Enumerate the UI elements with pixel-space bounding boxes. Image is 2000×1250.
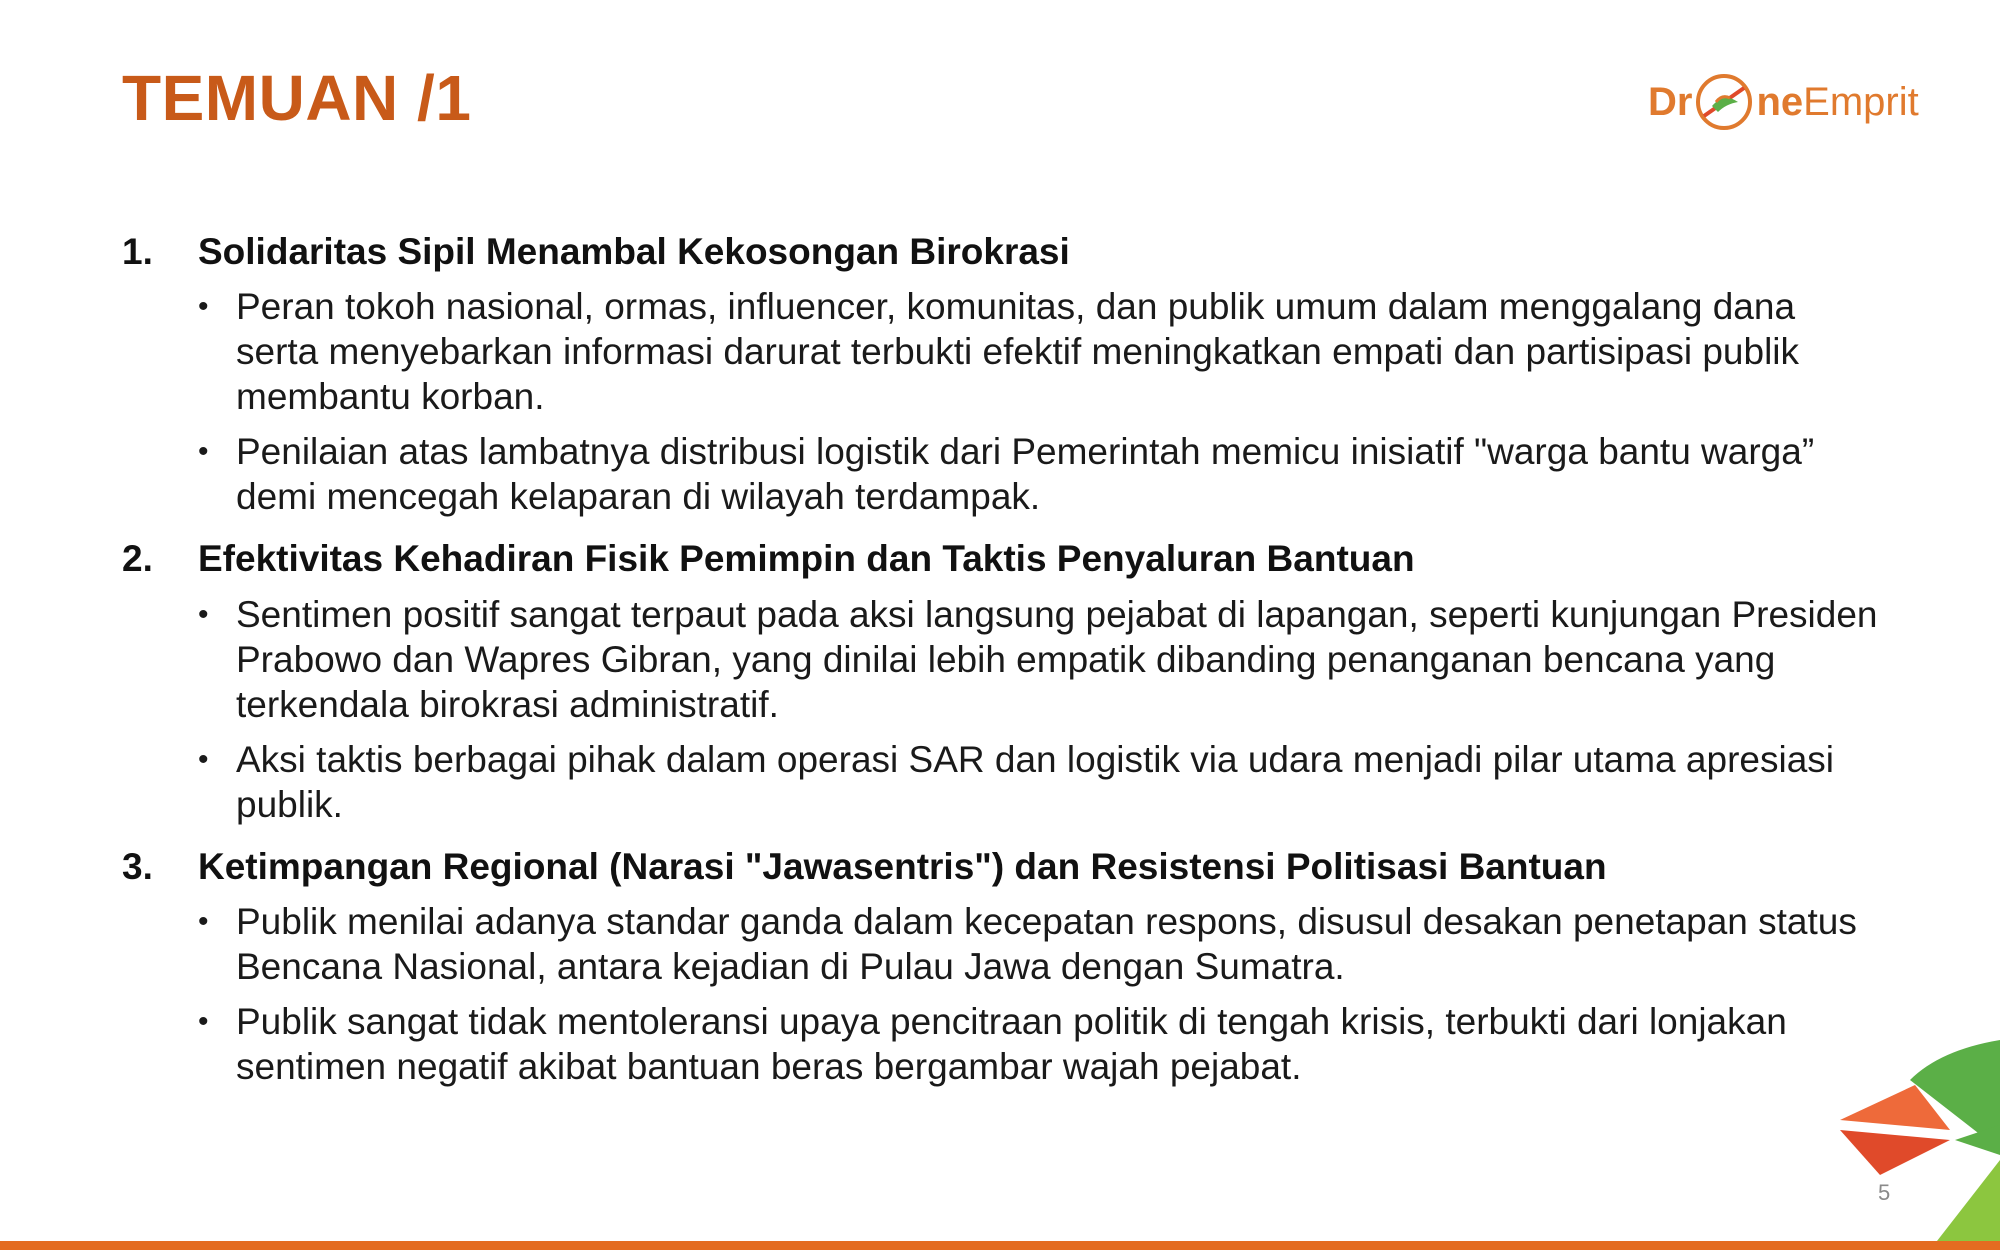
findings-list [122,230,1882,1107]
finding-heading [122,230,1882,274]
logo-text-ne: ne [1756,80,1804,124]
finding-bullets [122,899,1882,1089]
bullet-item [122,999,1882,1089]
bullet-dot-icon: • [198,905,209,939]
bullet-text: Sentimen positif sangat terpaut pada aksi langsung pejabat di lapangan, seperti kunjungan Presiden Prabowo dan Wapres Gibran, yang dinilai lebih empatik dibanding penanganan bencana yang terkendala birokrasi administratif. [236,593,1878,725]
finding-section-3 [122,845,1882,1089]
finding-section-1 [122,230,1882,519]
page-number: 5 [1878,1180,1891,1205]
finding-number: 2. [122,538,153,580]
bullet-dot-icon: • [198,1005,209,1039]
bullet-dot-icon: • [198,742,209,776]
bullet-text: Penilaian atas lambatnya distribusi logistik dari Pemerintah memicu inisiatif "warga bantu warga” demi mencegah kelaparan di wilayah terdampak. [236,431,1815,518]
logo-text-emprit: Emprit [1803,80,1919,124]
bullet-item [122,284,1882,419]
finding-number: 3. [122,845,153,887]
bullet-item [122,737,1882,827]
bullet-text: Aksi taktis berbagai pihak dalam operasi SAR dan logistik via udara menjadi pilar utama apresiasi publik. [236,738,1834,825]
bullet-item [122,429,1882,519]
bottom-accent-bar [0,1241,2000,1250]
bullet-item [122,592,1882,727]
bullet-text: Publik menilai adanya standar ganda dalam kecepatan respons, disusul desakan penetapan status Bencana Nasional, antara kejadian di Pulau Jawa dengan Sumatra. [236,901,1857,988]
finding-heading [122,537,1882,581]
bullet-item [122,899,1882,989]
bullet-dot-icon: • [198,597,209,631]
finding-number: 1. [122,231,153,272]
bullet-text: Publik sangat tidak mentoleransi upaya pencitraan politik di tengah krisis, terbukti dari lonjakan sentimen negatif akibat bantuan beras bergambar wajah pejabat. [236,1001,1787,1088]
finding-title: Efektivitas Kehadiran Fisik Pemimpin dan Taktis Penyaluran Bantuan [198,538,1415,580]
slide-title: TEMUAN /1 [122,62,472,134]
finding-bullets [122,592,1882,827]
logo-text-dr: Dr [1648,80,1693,124]
finding-heading [122,845,1882,889]
finding-title: Ketimpangan Regional (Narasi "Jawasentris") dan Resistensi Politisasi Bantuan [198,845,1607,887]
drone-emprit-logo [1648,72,1919,132]
bullet-text: Peran tokoh nasional, ormas, influencer, komunitas, dan publik umum dalam menggalang dana serta menyebarkan informasi darurat terbukti efektif meningkatkan empati dan partisipasi publik membantu korban. [236,286,1800,418]
bullet-dot-icon: • [198,435,209,469]
corner-decoration-icon [1820,1040,2000,1250]
finding-section-2 [122,537,1882,826]
bullet-dot-icon: • [198,290,209,324]
drone-logo-icon [1694,72,1754,132]
finding-bullets [122,284,1882,519]
finding-title: Solidaritas Sipil Menambal Kekosongan Birokrasi [198,231,1070,272]
